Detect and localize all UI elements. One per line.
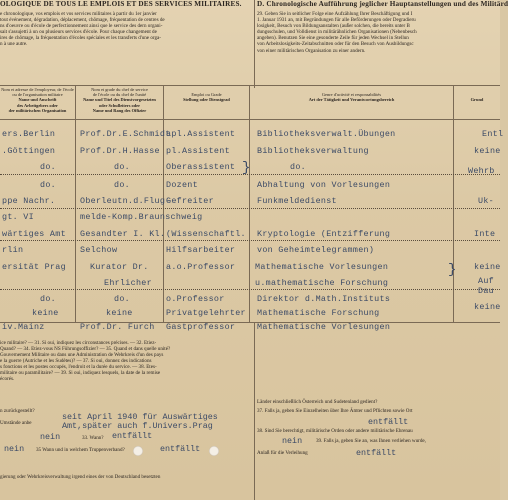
row-divider: [0, 208, 500, 209]
cell-position: (Wissenschaftl.: [166, 229, 246, 239]
cell-chief: melde-Komp.Braunschweig: [80, 212, 203, 222]
cell-chief: Selchow: [80, 245, 118, 255]
col-header-line: des Arbeitgebers oder: [17, 102, 58, 108]
cell-chief: Oberleutn.d.Flug-: [80, 196, 171, 206]
cell-reason: keine: [474, 262, 501, 272]
q30-extra-label: Umstände anbe: [0, 420, 32, 426]
section-title-de: D. Chronologische Aufführung jeglicher Hauptanstellungen und des Militärd: [257, 0, 508, 8]
q38-answer: nein: [282, 436, 303, 446]
punch-hole: [133, 446, 143, 456]
cell-nature: Abhaltung von Vorlesungen: [257, 180, 391, 190]
cell-position: Dozent: [166, 180, 198, 190]
q39b-text: Anlaß für die Verleihung: [257, 450, 308, 456]
cell-reason: Inte: [474, 229, 496, 239]
intro-line: 1. Januar 1931 an, mit Begründungen für alle Beförderungen oder Degradieru: [257, 17, 416, 24]
q37-answer: entfällt: [368, 417, 409, 427]
cell-employer: do.: [40, 294, 56, 304]
question-line: Quand? — 34. Etiez-vous NS Führungsoffizier? — 35. Quand et dans quelle unité?: [0, 346, 171, 352]
col-header-nature: [250, 92, 453, 102]
column-divider: [249, 85, 250, 322]
row-divider: [0, 289, 500, 290]
q38-text: 38. Sind Sie berechtigt, militärische Orden oder andere militärische Ehrenau: [257, 428, 413, 434]
col-header-line: Emploi ou Grade: [191, 92, 222, 97]
q37-text: 37. Falls ja, geben Sie Einzelheiten über Ihre Ämter und Pflichten sowie Ort: [257, 408, 413, 414]
cell-chief: do.: [114, 180, 130, 190]
intro-line: dungsschulen, und Volldienst in militärähnlichen Organisationen (Nebenbesch: [257, 29, 417, 36]
col-header-line: Genre d'activité et responsabilités: [321, 92, 382, 97]
q36-text: Länder einschließlich Österreich und Sudetenland gedient?: [257, 399, 378, 405]
col-header-reason: [454, 97, 500, 102]
q33-answer: entfällt: [112, 431, 153, 441]
cell-position: pl.Assistent: [166, 146, 230, 156]
question-line: ice militaire? — 31. Si oui, indiquez les circonstances précises. — 32. Etiez-: [0, 340, 157, 346]
q35-label: 35 Wann und in welchem Truppenverband?: [36, 447, 125, 453]
typed-brace: }: [448, 262, 457, 278]
question-line: Gouvernement Militaire ou dans une Administration de Wehrkreis d'un des pays: [0, 352, 164, 358]
cell-nature: u.mathematische Forschung: [255, 278, 389, 288]
cell-reason: Dau: [478, 286, 494, 296]
col-header-line: de l'école ou du chef de l'unité: [92, 92, 147, 98]
military-questions-fr: [0, 340, 250, 382]
col-header-line: Name und Titel des Dienstvorgesetzten: [83, 97, 156, 103]
col-header-line: Name und Rang des Offizier: [92, 107, 147, 113]
cell-reason: keine: [474, 146, 501, 156]
cell-employer: .Göttingen: [2, 146, 56, 156]
cell-employer: ers.Berlin: [2, 129, 56, 139]
intro-line: sait s'assujetti à un ou plusieurs services d'école. Pour chaque changement de: [0, 29, 157, 36]
cell-employer: do.: [40, 180, 56, 190]
intro-line: ns d'oeuvre ou d'école de perfectionnement ainsi que le service des dern organi-: [0, 23, 163, 30]
intro-line: n à une autre.: [0, 41, 28, 48]
cell-employer: do.: [40, 162, 56, 172]
cell-employer: iv.Mainz: [2, 322, 45, 332]
cell-position: o.Professor: [166, 294, 225, 304]
cell-chief: Prof.Dr. Furch: [80, 322, 155, 332]
section-divider: [254, 0, 255, 88]
intro-line: ires de chômage, la fréquentation d'écoles spéciales et les transferts d'une orga-: [0, 35, 161, 42]
cell-nature: Kryptologie (Entzifferung: [257, 229, 391, 239]
col-header-line: Grund: [470, 97, 484, 102]
cell-nature: Mathematische Vorlesungen: [257, 322, 391, 332]
intro-line: e chronologique, vos emplois et vos services militaires à partir du 1er janvier: [0, 11, 157, 17]
intro-line: von Arbeitslosigkeits-Zeitabschnitten oder für den Besuch von Ausbildungsc: [257, 41, 414, 48]
cell-employer: gt. VI: [2, 212, 34, 222]
q34-answer: nein: [4, 444, 25, 454]
q39-answer: entfällt: [356, 448, 397, 458]
cell-position: Gefreiter: [166, 196, 214, 206]
cell-reason: Auf: [478, 276, 494, 286]
cell-employer: keine: [32, 308, 59, 318]
cell-position: Privatgelehrter: [166, 308, 246, 318]
last-question-line: gierung oder Wehrkreisverwaltung irgend eines der von Deutschland besetzten: [0, 474, 161, 480]
question-line: écorés.: [0, 376, 15, 382]
q32-answer: nein: [40, 432, 61, 442]
cell-position: Gastprofessor: [166, 322, 236, 332]
cell-chief: keine: [106, 308, 133, 318]
cell-position: Hilfsarbeiter: [166, 245, 236, 255]
col-header-position: [164, 92, 249, 102]
cell-nature: do.: [290, 162, 306, 172]
cell-position: a.o.Professor: [166, 262, 236, 272]
intro-line: 29. Geben Sie in seitlicher Folge eine Aufzählung Ihrer Beschäftigung und I: [257, 11, 413, 17]
cell-position: Oberassistent: [166, 162, 236, 172]
column-divider: [453, 85, 454, 322]
cell-reason: Uk-: [478, 196, 494, 206]
cell-chief: do.: [114, 294, 130, 304]
col-header-line: Name und Anschrift: [18, 97, 57, 103]
column-divider: [75, 85, 76, 322]
cell-chief: Gesandter I. Kl.: [80, 229, 166, 239]
table-bottom-rule: [0, 322, 500, 323]
cell-employer: ppe Nachr.: [2, 196, 56, 206]
cell-position: apl.Assistent: [166, 129, 236, 139]
cell-reason: Entl: [482, 129, 504, 139]
section-divider: [254, 322, 255, 500]
punch-hole: [209, 446, 219, 456]
col-header-line: Stellung oder Dienstgrad: [183, 97, 230, 103]
col-header-employer: [0, 87, 75, 113]
q30-label: n zurückgestellt?: [0, 408, 35, 414]
cell-nature: von Geheimtelegrammen): [257, 245, 375, 255]
q30-answer-line1: seit April 1940 für Auswärtiges: [62, 412, 218, 422]
cell-reason: keine: [474, 302, 501, 312]
intro-text-fr: [0, 11, 248, 48]
cell-chief: Prof.Dr.H.Hasse: [80, 146, 160, 156]
question-line: militaire ou paramilitaire? — 39. Si oui, indiquez lesquels, la date de la remise: [0, 370, 161, 376]
col-header-line: Nom et adresse de l'employeur, de l'école: [1, 87, 74, 92]
intro-line: tout événement, dégradation, déplacement, chômage, fréquentation de centres de: [0, 17, 165, 24]
intro-text-de: [257, 11, 500, 54]
col-header-line: Art der Tätigkeit und Verantwortungsbereich: [308, 97, 395, 103]
question-line: s fonctions et les postes occupés, l'endroit et la durée du service. — 38. Etes-: [0, 364, 157, 370]
cell-nature: Funkmeldedienst: [257, 196, 337, 206]
cell-nature: Direktor d.Math.Instituts: [257, 294, 391, 304]
intro-line: losigkeit, Besuch von Bildungsanstalten (außer solchen, die bereits unter B: [257, 23, 410, 30]
intro-line: angeben). Benutzen Sie eine gesonderte Zeile für jeden Wechsel in Stellun: [257, 35, 409, 42]
cell-nature: Mathematische Forschung: [257, 308, 380, 318]
col-header-line: oder Schulleiters oder: [98, 102, 141, 108]
cell-chief: do.: [114, 162, 130, 172]
cell-employer: wärtiges Amt: [2, 229, 66, 239]
section-title-fr: OLOGIQUE DE TOUS LE EMPLOIS ET DES SERVICES MILITAIRES.: [0, 0, 242, 8]
cell-chief: Kurator Dr.: [90, 262, 149, 272]
cell-employer: rlin: [2, 245, 24, 255]
intro-line: von einer militärischen Organisation zu einer andern.: [257, 47, 366, 54]
cell-chief: Prof.Dr.E.Schmidt: [80, 129, 171, 139]
cell-employer: ersität Prag: [2, 262, 66, 272]
typed-brace: }: [242, 160, 251, 176]
cell-chief: Ehrlicher: [104, 278, 152, 288]
q35-answer: entfällt: [160, 444, 201, 454]
question-line: e la guerre (Autriche et les Sudètes)? — 37. Si oui, donnez des indications: [0, 358, 152, 364]
col-header-line: ou de l'organisation militaire: [12, 92, 63, 98]
q30-answer-line2: Amt,später auch f.Univers.Prag: [62, 421, 213, 431]
q39-text: 39. Falls ja, geben Sie an, was Ihnen verliehen wurde,: [316, 438, 426, 444]
q33-label: 33. Wann?: [82, 435, 104, 441]
col-header-chief: [76, 87, 163, 113]
cell-nature: Bibliotheksverwaltung: [257, 146, 369, 156]
row-divider: [0, 240, 500, 241]
cell-reason: Wehrb: [468, 166, 495, 176]
cell-nature: Mathematische Vorlesungen: [255, 262, 389, 272]
col-header-line: der militärischen Organisation: [8, 107, 67, 113]
cell-nature: Bibliotheksverwalt.Übungen: [257, 129, 396, 139]
col-header-line: Nom et grade du chef de service: [91, 87, 148, 92]
